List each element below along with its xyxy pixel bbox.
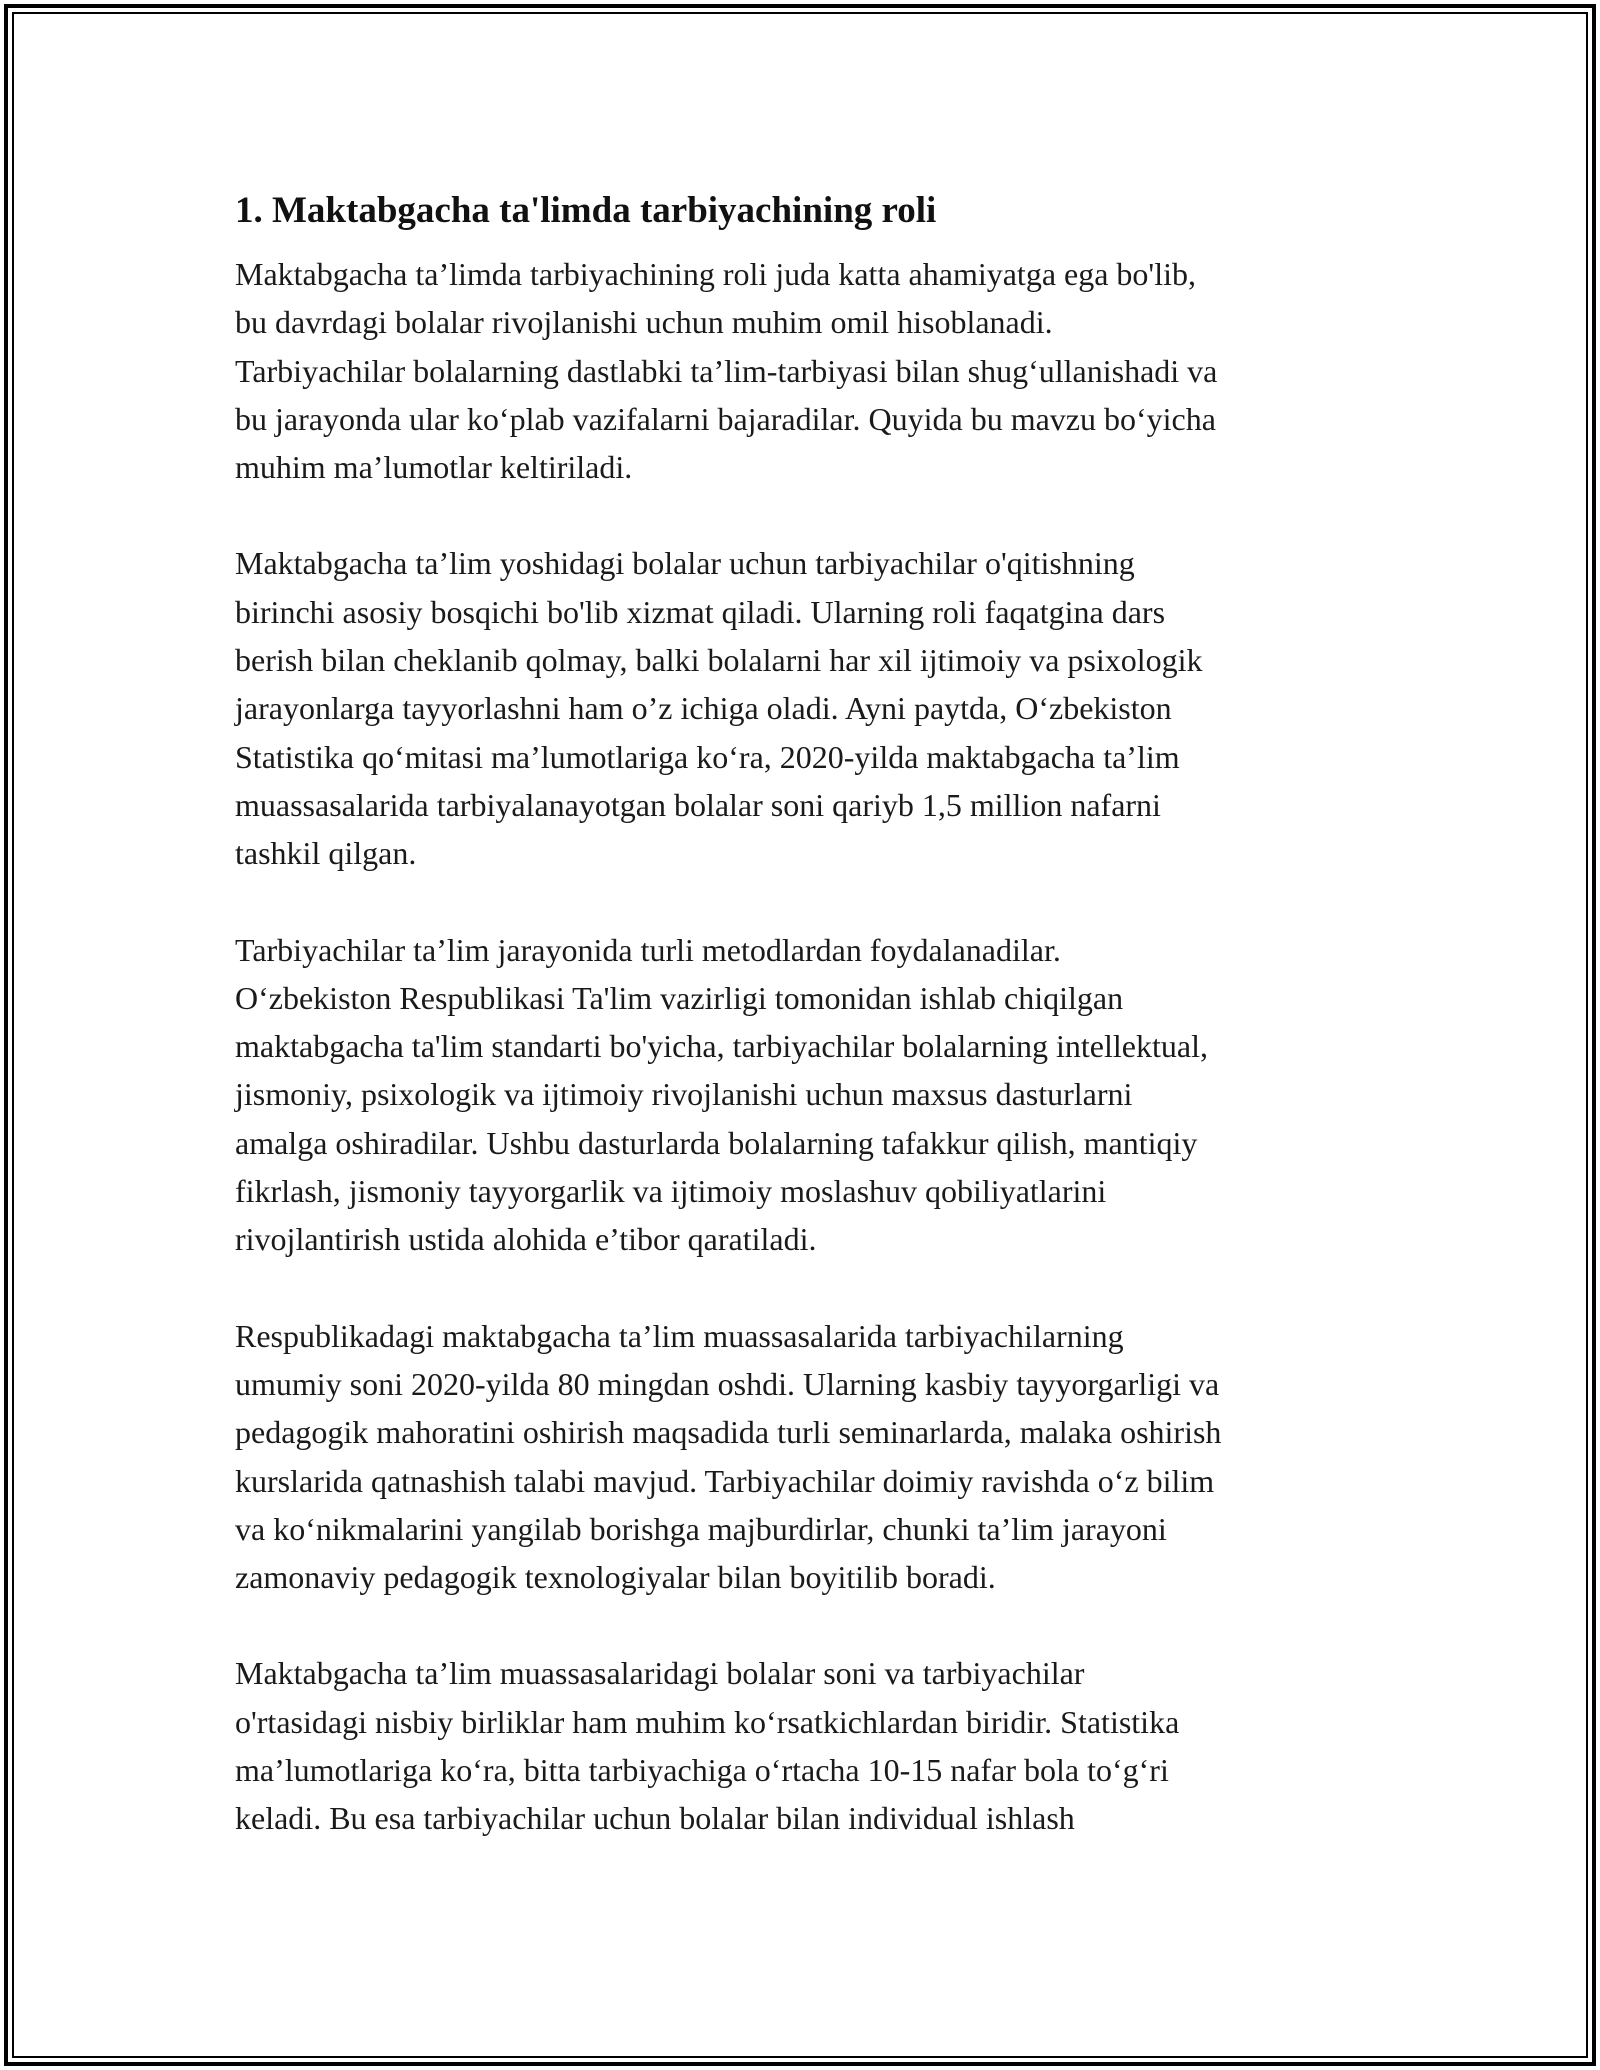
paragraph-line: maktabgacha ta'lim standarti bo'yicha, tarbiyachilar bolalarning intellektual, <box>235 1028 1208 1065</box>
paragraph-line: Tarbiyachilar bolalarning dastlabki ta’lim-tarbiyasi bilan shug‘ullanishadi va <box>235 352 1218 389</box>
paragraph-line: Maktabgacha ta’lim muassasalaridagi bolalar soni va tarbiyachilar <box>235 1655 1085 1692</box>
paragraph-line: berish bilan cheklanib qolmay, balki bolalarni har xil ijtimoiy va psixologik <box>235 642 1203 679</box>
paragraph-line: umumiy soni 2020-yilda 80 mingdan oshdi. Ularning kasbiy tayyorgarligi va <box>235 1365 1220 1402</box>
paragraph-line: ma’lumotlariga ko‘ra, bitta tarbiyachiga o‘rtacha 10-15 nafar bola to‘g‘ri <box>235 1752 1169 1789</box>
paragraph-line: fikrlash, jismoniy tayyorgarlik va ijtimoiy moslashuv qobiliyatlarini <box>235 1173 1107 1210</box>
paragraph-line: Maktabgacha ta’limda tarbiyachining roli juda katta ahamiyatga ega bo'lib, <box>235 256 1196 292</box>
paragraph-line: kurslarida qatnashish talabi mavjud. Tarbiyachilar doimiy ravishda o‘z bilim <box>235 1462 1215 1499</box>
paragraph-line: Respublikadagi maktabgacha ta’lim muassasalarida tarbiyachilarning <box>235 1317 1124 1354</box>
paragraph-line: jismoniy, psixologik va ijtimoiy rivojlanishi uchun maxsus dasturlarni <box>235 1076 1133 1113</box>
section-heading: 1. Maktabgacha ta'limda tarbiyachining roli <box>235 190 937 231</box>
paragraph-line: pedagogik mahoratini oshirish maqsadida turli seminarlarda, malaka oshirish <box>235 1414 1222 1451</box>
document-body <box>235 186 1380 1891</box>
paragraph-4 <box>235 1312 1380 1602</box>
paragraph-line: Maktabgacha ta’lim yoshidagi bolalar uchun tarbiyachilar o'qitishning <box>235 545 1135 582</box>
paragraph-line: o'rtasidagi nisbiy birliklar ham muhim ko‘rsatkichlardan biridir. Statistika <box>235 1703 1180 1740</box>
paragraph-line: O‘zbekiston Respublikasi Ta'lim vazirligi tomonidan ishlab chiqilgan <box>235 979 1124 1016</box>
paragraph-line: bu jarayonda ular ko‘plab vazifalarni bajaradilar. Quyida bu mavzu bo‘yicha <box>235 400 1216 437</box>
paragraph-1 <box>235 250 1380 491</box>
paragraph-line: muhim ma’lumotlar keltiriladi. <box>235 449 633 486</box>
paragraph-line: jarayonlarga tayyorlashni ham o’z ichiga oladi. Ayni paytda, O‘zbekiston <box>235 690 1172 727</box>
paragraph-line: bu davrdagi bolalar rivojlanishi uchun muhim omil hisoblanadi. <box>235 304 1053 341</box>
paragraph-3 <box>235 926 1380 1264</box>
paragraph-line: Statistika qo‘mitasi ma’lumotlariga ko‘ra, 2020-yilda maktabgacha ta’lim <box>235 738 1180 775</box>
paragraph-line: rivojlantirish ustida alohida e’tibor qaratiladi. <box>235 1221 817 1258</box>
paragraph-line: amalga oshiradilar. Ushbu dasturlarda bolalarning tafakkur qilish, mantiqiy <box>235 1124 1198 1161</box>
paragraph-2 <box>235 539 1380 877</box>
paragraph-line: tashkil qilgan. <box>235 835 417 872</box>
paragraph-line: Tarbiyachilar ta’lim jarayonida turli metodlardan foydalanadilar. <box>235 931 1061 968</box>
paragraph-line: va ko‘nikmalarini yangilab borishga majburdirlar, chunki ta’lim jarayoni <box>235 1510 1167 1547</box>
paragraph-line: birinchi asosiy bosqichi bo'lib xizmat qiladi. Ularning roli faqatgina dars <box>235 593 1166 630</box>
paragraph-line: muassasalarida tarbiyalanayotgan bolalar soni qariyb 1,5 million nafarni <box>235 786 1161 823</box>
paragraph-line: zamonaviy pedagogik texnologiyalar bilan boyitilib boradi. <box>235 1559 996 1596</box>
paragraph-5 <box>235 1649 1380 1842</box>
paragraph-line: keladi. Bu esa tarbiyachilar uchun bolalar bilan individual ishlash <box>235 1800 1075 1837</box>
